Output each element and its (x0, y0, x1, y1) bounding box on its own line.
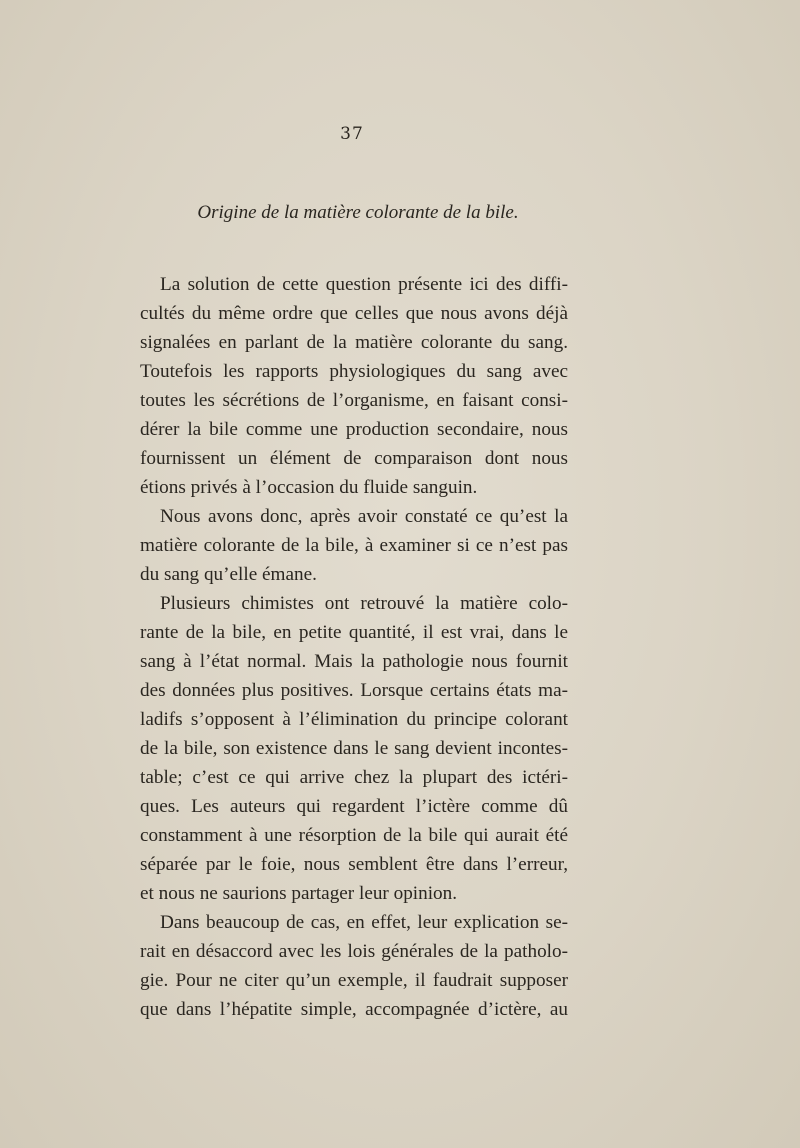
text-line: toutes les sécrétions de l’organisme, en faisant consi- (140, 390, 568, 411)
text-line: table; c’est ce qui arrive chez la plupart des ictéri- (140, 767, 568, 788)
text-line: ladifs s’opposent à l’élimination du principe colorant (140, 709, 568, 730)
text-line: et nous ne saurions partager leur opinion. (140, 883, 458, 904)
text-line: fournissent un élément de comparaison dont nous (140, 448, 568, 469)
page-number: 37 (340, 124, 364, 144)
text-line: de la bile, son existence dans le sang devient incontes- (140, 738, 568, 759)
text-line: sang à l’état normal. Mais la pathologie nous fournit (140, 651, 568, 672)
text-line: constamment à une résorption de la bile qui aurait été (140, 825, 568, 846)
text-line: dérer la bile comme une production secondaire, nous (140, 419, 568, 440)
text-line: signalées en parlant de la matière colorante du sang. (140, 332, 568, 353)
text-line: du sang qu’elle émane. (140, 564, 317, 585)
text-line: Dans beaucoup de cas, en effet, leur explication se- (160, 912, 568, 933)
body-text (140, 270, 568, 1024)
text-line: que dans l’hépatite simple, accompagnée d’ictère, au (140, 999, 568, 1020)
section-title: Origine de la matière colorante de la bile. (197, 202, 519, 223)
text-line: des données plus positives. Lorsque certains états ma- (140, 680, 568, 701)
text-line: Nous avons donc, après avoir constaté ce qu’est la (160, 506, 568, 527)
text-line: Toutefois les rapports physiologiques du sang avec (140, 361, 568, 382)
text-line: ques. Les auteurs qui regardent l’ictère comme dû (140, 796, 568, 817)
text-line: matière colorante de la bile, à examiner si ce n’est pas (140, 535, 568, 556)
text-line: étions privés à l’occasion du fluide sanguin. (140, 477, 478, 498)
text-line: séparée par le foie, nous semblent être dans l’erreur, (140, 854, 568, 875)
text-line: rait en désaccord avec les lois générales de la patholo- (140, 941, 568, 962)
text-line: La solution de cette question présente ici des diffi- (160, 274, 568, 295)
text-line: cultés du même ordre que celles que nous avons déjà (140, 303, 568, 324)
text-line: gie. Pour ne citer qu’un exemple, il faudrait supposer (140, 970, 568, 991)
text-line: rante de la bile, en petite quantité, il est vrai, dans le (140, 622, 568, 643)
text-line: Plusieurs chimistes ont retrouvé la matière colo- (160, 593, 568, 614)
